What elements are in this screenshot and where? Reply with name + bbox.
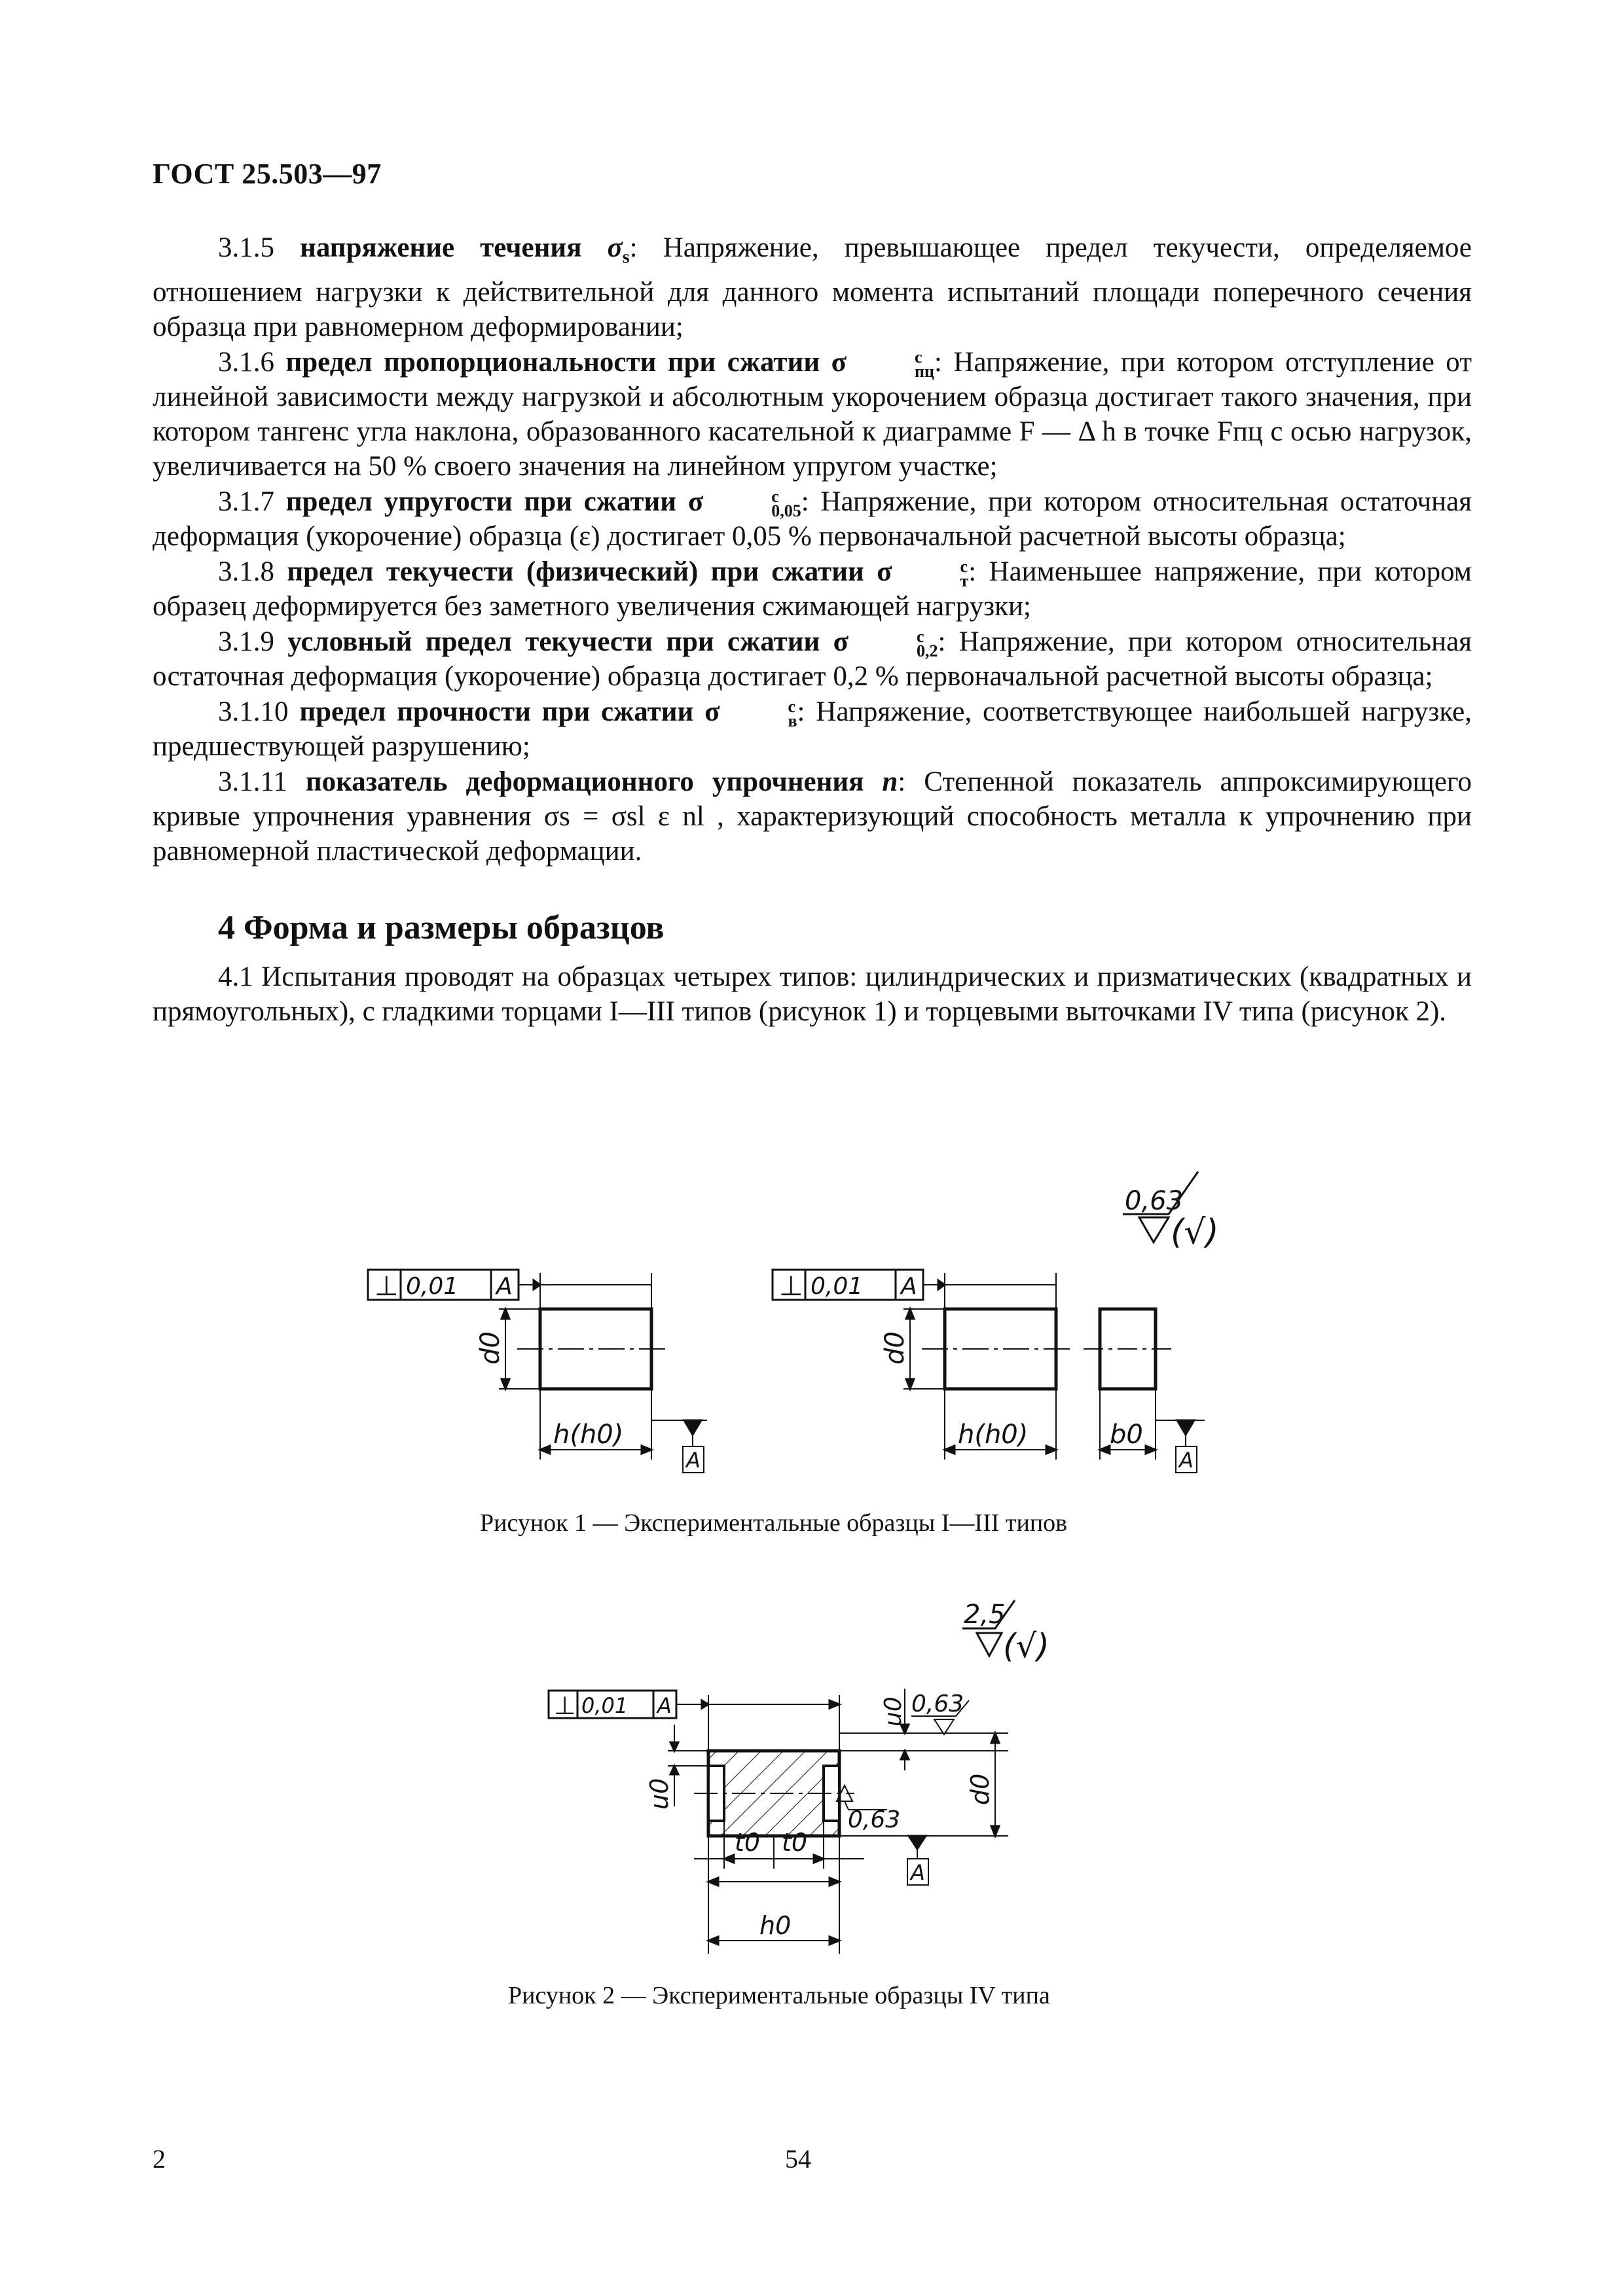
definition-3-1-7: 3.1.7 предел упругости при сжатии σ с 0,05 : Напряжение, при котором относительная остаточная деформация (укорочение) образца (ε) достигает 0,05 % первоначальной расчетной высоты образца; (153, 486, 1472, 552)
perpendicularity-icon: ⊥ (554, 1691, 576, 1720)
roughness-triangle-icon (977, 1633, 1002, 1656)
definition-symbol-sup: с (788, 696, 796, 716)
definition-3-1-9: 3.1.9 условный предел текучести при сжатии σ с 0,2 : Напряжение, при котором относительная остаточная деформация (укорочение) образца достигает 0,2 % первоначальной расчетной высоты образца; (153, 626, 1472, 692)
dim-h-label: h(h0) (958, 1420, 1029, 1450)
definition-3-1-11: 3.1.11 показатель деформационного упрочнения n: Степенной показатель аппроксимирующего кривые упрочнения уравнения σs = σsl ε nl , характеризующий способность металла к упрочнению при равномерной пластической деформации. (153, 766, 1472, 867)
definition-number: 3.1.7 (218, 486, 274, 517)
definition-number: 3.1.10 (218, 696, 289, 727)
roughness-value: 2,5 (964, 1600, 1006, 1630)
definition-number: 3.1.8 (218, 556, 274, 587)
paragraph-4-1-text: 4.1 Испытания проводят на образцах четырех типов: цилиндрических и призматических (квадратных и прямоугольных), с гладкими торцами I—III типов (рисунок 1) и торцевыми выточками IV типа (рисунок 2). (153, 961, 1472, 1027)
dim-h-label: h(h0) (553, 1420, 624, 1450)
dim-t0-label: t0 (782, 1828, 808, 1857)
definition-number: 3.1.9 (218, 626, 274, 657)
datum-letter: A (496, 1273, 513, 1300)
roughness-triangle-icon (1139, 1217, 1169, 1242)
figure-2-caption: Рисунок 2 — Экспериментальные образцы IV типа (508, 1982, 1050, 2009)
dim-t0-label: t0 (735, 1828, 761, 1857)
roughness-paren-symbol: (√) (1171, 1213, 1219, 1252)
definition-text: Степенной показатель аппроксимирующего кривые упрочнения уравнения σs = σsl ε nl , характеризующий способность металла к упрочнению при равномерной пластической деформации. (153, 766, 1472, 867)
definition-symbol-sup: с (916, 626, 924, 646)
figure-1-drawing (354, 1152, 1290, 1492)
roughness-paren-symbol: (√) (1003, 1627, 1049, 1665)
datum-a-label: A (1179, 1448, 1194, 1473)
tolerance-value: 0,01 (406, 1273, 459, 1300)
datum-a-label: A (911, 1860, 925, 1885)
definition-text: Напряжение, при котором относительная остаточная деформация (укорочение) образца (ε) достигает 0,05 % первоначальной расчетной высоты образца; (153, 486, 1472, 552)
definition-text: Напряжение, соответствующее наибольшей нагрузке, предшествующей разрушению; (153, 696, 1472, 762)
definition-symbol: σ (831, 346, 847, 378)
dim-d0-label: d0 (880, 1331, 910, 1365)
tolerance-value: 0,01 (581, 1693, 629, 1718)
definition-symbol-sup: с (771, 486, 779, 506)
dim-d0-label: d0 (475, 1331, 505, 1365)
definition-3-1-10: 3.1.10 предел прочности при сжатии σ с в : Напряжение, соответствующее наибольшей нагрузке, предшествующей разрушению; (153, 696, 1472, 762)
definition-text: Напряжение, превышающее предел текучести, определяемое отношением нагрузки к действительной для данного момента испытаний площади поперечного сечения образца при равномерном деформировании; (153, 232, 1472, 342)
definition-symbol: n (882, 766, 898, 797)
definition-3-1-6: 3.1.6 предел пропорциональности при сжатии σ с пц : Напряжение, при котором отступление от линейной зависимости между нагрузкой и абсолютным укорочением образца достигает такого значения, при котором тангенс угла наклона, образованного касательной к диаграмме F — Δ h в точке Fпц с осью нагрузок, увеличивается на 50 % своего значения на линейном упругом участке; (153, 346, 1472, 482)
definition-symbol-sub: пц (914, 361, 934, 381)
dim-b0-label: b0 (1110, 1420, 1143, 1450)
paragraph-4-1 (153, 960, 1472, 1029)
section-title: 4 Форма и размеры образцов (218, 909, 665, 946)
definition-symbol: σ (687, 486, 704, 517)
definitions-block (153, 230, 1472, 869)
definition-3-1-5: 3.1.5 напряжение течения $\sigma_s$: Напряжение, превышающее предел текучести, определяемое отношением нагрузки к действительной для данного момента испытаний площади поперечного сечения образца при равномерном деформировании; (153, 232, 1472, 342)
dim-h0-label: h0 (759, 1911, 792, 1940)
definition-text: Напряжение, при котором относительная остаточная деформация (укорочение) образца достигает 0,2 % первоначальной расчетной высоты образца; (153, 626, 1472, 692)
perpendicularity-icon: ⊥ (374, 1270, 399, 1302)
datum-letter: A (657, 1693, 672, 1718)
definition-term: показатель деформационного упрочнения (305, 766, 864, 797)
tolerance-value: 0,01 (811, 1273, 864, 1300)
definition-term: напряжение течения (300, 232, 582, 263)
dim-d0-label: d0 (966, 1773, 994, 1805)
surface-roughness-value: 0,63 (911, 1691, 964, 1717)
definition-symbol-sup: с (914, 347, 922, 367)
definition-term: предел прочности при сжатии (299, 696, 694, 727)
definition-symbol: σ (607, 232, 623, 263)
definition-number: 3.1.5 (218, 232, 274, 263)
definition-symbol-sup: с (960, 556, 968, 576)
definition-3-1-8: 3.1.8 предел текучести (физический) при сжатии σ с т : Наименьшее напряжение, при котором образец деформируется без заметного увеличения сжимающей нагрузки; (153, 556, 1472, 622)
definition-term: предел упругости при сжатии (285, 486, 677, 517)
definition-symbol: σ (877, 556, 892, 587)
definition-text: Наименьшее напряжение, при котором образец деформируется без заметного увеличения сжимающей нагрузки; (153, 556, 1472, 622)
definition-text: Напряжение, при котором отступление от линейной зависимости между нагрузкой и абсолютным укорочением образца достигает такого значения, при котором тангенс угла наклона, образованного касательной к диаграмме F — Δ h в точке Fпц с осью нагрузок, увеличивается на 50 % своего значения на линейном упругом участке; (153, 346, 1472, 482)
definition-symbol-sub: 0,05 (771, 501, 801, 520)
roughness-value: 0,63 (1125, 1186, 1184, 1216)
definition-symbol-sub: т (960, 571, 969, 590)
perpendicularity-icon: ⊥ (779, 1270, 803, 1302)
definition-symbol: σ (833, 626, 848, 657)
definition-symbol-sub: s (622, 247, 630, 268)
page-number-center: 54 (785, 2144, 811, 2174)
page-number-left: 2 (153, 2144, 166, 2174)
specimen-cylinder-body (540, 1309, 651, 1389)
datum-a-label: A (686, 1448, 701, 1473)
definition-term: условный предел текучести при сжатии (287, 626, 820, 657)
figure-2-drawing (537, 1597, 1126, 1964)
document-code-header: ГОСТ 25.503—97 (153, 158, 382, 190)
datum-letter: A (901, 1273, 917, 1300)
figure-1-caption: Рисунок 1 — Экспериментальные образцы I—III типов (480, 1509, 1068, 1537)
definition-symbol: σ (704, 696, 720, 727)
definition-number: 3.1.6 (218, 346, 274, 378)
dim-u0-label: u0 (645, 1778, 674, 1810)
definition-number: 3.1.11 (218, 766, 287, 797)
definition-term: предел пропорциональности при сжатии (285, 346, 820, 378)
definition-term: предел текучести (физический) при сжатии (287, 556, 864, 587)
dim-u0-label: u0 (880, 1696, 907, 1727)
definition-symbol-sub: в (788, 711, 797, 730)
specimen-prism-body (945, 1309, 1056, 1389)
definition-symbol-sub: 0,2 (916, 641, 938, 660)
recess-roughness-value: 0,63 (848, 1806, 901, 1833)
